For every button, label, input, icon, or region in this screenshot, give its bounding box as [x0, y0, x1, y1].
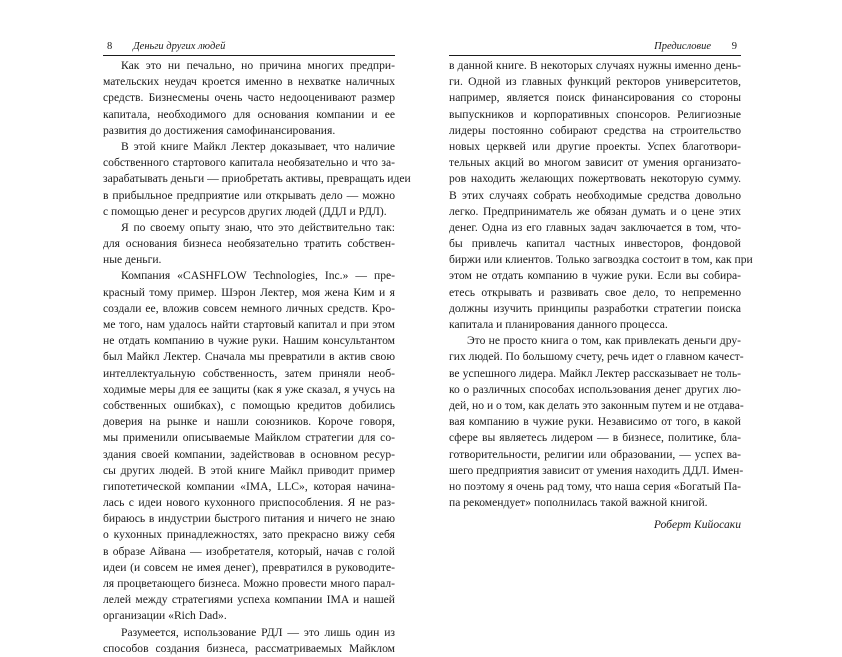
text-line: создали ее, вложив совсем немного личных средств. Кро- [103, 301, 395, 315]
text-line: капитала, необходимого для основания компании и ее [103, 107, 395, 121]
text-line: Я по своему опыту знаю, что это действительно так: [121, 220, 395, 234]
text-line: бы привлечь капитал частных инвесторов, фондовой [449, 237, 741, 251]
text-line: биржи или клиентов. Только загвоздка состоит в том, как при [449, 253, 753, 267]
text-line: па рекомендует» пополнилась такой важной книгой. [449, 496, 708, 510]
text-line: с помощью денег и ресурсов других людей (ДДЛ и РДЛ). [103, 204, 387, 218]
text-line: лась с идеи нового кухонного приспособления. Я не раз- [103, 496, 395, 510]
text-line: ные деньги. [103, 253, 162, 267]
text-line: дей, но и о том, как делать это законным путем и не отдава- [449, 398, 744, 412]
text-line: ме того, нам удалось найти стартовый капитал и при этом [103, 318, 395, 331]
left-running-head [103, 40, 395, 54]
text-line: организации «Rich Dad». [103, 609, 227, 623]
text-line: собственного стартового капитала необязательно и что за- [103, 156, 395, 170]
right-running-title: Предисловие [654, 41, 711, 52]
left-page [103, 0, 411, 655]
text-line: зарабатывать деньги — приобретать активы, превращать идеи [103, 172, 411, 186]
right-header-rule [449, 55, 741, 56]
text-line: в данной книге. В некоторых случаях нужны именно день- [449, 59, 741, 72]
text-line: денег. Одна из его главных задач заключается в том, что- [449, 220, 741, 234]
text-line: легко. Предприниматель же обязан думать и о цене этих [449, 204, 741, 218]
text-line: сфере вы являетесь лидером — в бизнесе, политике, бла- [449, 431, 741, 445]
text-line: сы других людей. В этой книге Майкл приводит пример [103, 463, 395, 477]
text-line: новых церквей или другие проекты. Успех благотвори- [449, 139, 741, 153]
left-header-rule [103, 55, 395, 56]
text-line: етесь открывать и развивать свое дело, то непременно [449, 285, 741, 299]
text-line: ходимые меры для ее защиты (как я уже сказал, я учусь на [103, 382, 395, 396]
right-running-head [449, 40, 741, 54]
text-line: в образе Айвана — изобретателя, который, начав с голой [103, 544, 395, 558]
text-line: шего предприятия зависит от умения находить ДДЛ. Имен- [449, 463, 744, 477]
text-line: собственных ошибках), с помощью кредитов добились [103, 398, 395, 412]
text-line: был Майкл Лектер. Сначала мы превратили в актив свою [103, 350, 395, 364]
text-line: В этой книге Майкл Лектер доказывает, что наличие [121, 139, 395, 153]
text-line: способов создания бизнеса, рассматриваемых Майклом [103, 641, 395, 655]
text-line: должны изучить принципы разработки стратегии поиска [449, 301, 741, 315]
text-line: ля процветающего бизнеса. Можно провести много парал- [103, 577, 395, 590]
text-line: гипотетической компании «IMA, LLC», которая начина- [103, 479, 395, 493]
text-line: в прибыльное предприятие или открывать дело — можно [103, 188, 395, 202]
text-line: развития до достижения самофинансирования. [103, 123, 336, 137]
right-page [449, 0, 753, 595]
text-line: Как это ни печально, но причина многих предпри- [121, 59, 395, 72]
text-line: о кухонных принадлежностях, зато прекрасно вижу себя [103, 528, 395, 542]
text-line: бираюсь в индустрии быстрого питания и ничего не знаю [103, 512, 395, 526]
text-line: готворительности, религии или образовании, — успех ва- [449, 447, 741, 461]
left-running-title: Деньги других людей [133, 41, 226, 52]
text-line: мательских неудач кроется именно в нехватке наличных [103, 75, 395, 89]
text-line: здания своей компании, задействовав в основном ресур- [103, 447, 395, 461]
text-line: но поэтому я очень рад тому, что наша серия «Богатый Па- [449, 479, 741, 493]
text-line: гих людей. По большому счету, речь идет о главном качест- [449, 350, 744, 364]
text-line: Компания «CASHFLOW Technologies, Inc.» — пре- [121, 269, 395, 283]
text-line: капитала и планирования данного процесса. [449, 318, 668, 331]
text-line: Разумеется, использование РДЛ — это лишь один из [121, 625, 395, 639]
author-signature: Роберт Кийосаки [653, 518, 741, 532]
text-line: этом не отдать компанию в чужие руки. Если вы собира- [449, 269, 741, 283]
text-line: не отдать компанию в чужие руки. Нашим консультантом [103, 334, 395, 348]
text-line: ров находить желающих пожертвовать некоторую сумму. [449, 172, 741, 186]
left-page-body [103, 58, 411, 657]
text-line: В этих случаях собрать необходимые средства довольно [449, 188, 741, 202]
text-line: выпускников и корпоративных спонсоров. Религиозные [449, 107, 741, 121]
text-line: например, является поиск финансирования со стороны [449, 91, 741, 105]
right-page-number: 9 [731, 41, 737, 52]
text-line: ко о различных способах использования денег других лю- [449, 382, 741, 396]
text-line: интеллектуальную собственность, затем приняли необ- [103, 366, 395, 380]
text-line: мы применили описываемые Майклом стратегии для со- [103, 431, 395, 445]
text-line: вая компанию в чужие руки. Независимо от того, в какой [449, 415, 741, 429]
text-line: лелей между стратегиями успеха компании IMA и нашей [103, 593, 395, 607]
left-page-number: 8 [107, 41, 113, 52]
text-line: для основания бизнеса необязательно тратить собствен- [103, 237, 395, 251]
text-line: ги. Одной из главных функций ректоров университетов, [449, 75, 741, 89]
text-line: доверия на рынке и нашли союзников. Короче говоря, [103, 415, 395, 429]
text-line: идеи (и совсем не имея денег), превратился в руководите- [103, 560, 395, 574]
right-page-body [449, 58, 753, 533]
text-line: лидеры постоянно собирают средства на строительство [449, 123, 741, 137]
text-line: средств. Бизнесмены очень часто недооценивают размер [103, 91, 395, 105]
text-line: тельных акций во многом зависит от умения организато- [449, 156, 741, 170]
text-line: красный тому пример. Шэрон Лектер, моя жена Ким и я [103, 285, 395, 299]
text-line: ве успешного лидера. Майкл Лектер рассказывает не толь- [449, 366, 741, 380]
text-line: Это не просто книга о том, как привлекать деньги дру- [467, 334, 741, 348]
